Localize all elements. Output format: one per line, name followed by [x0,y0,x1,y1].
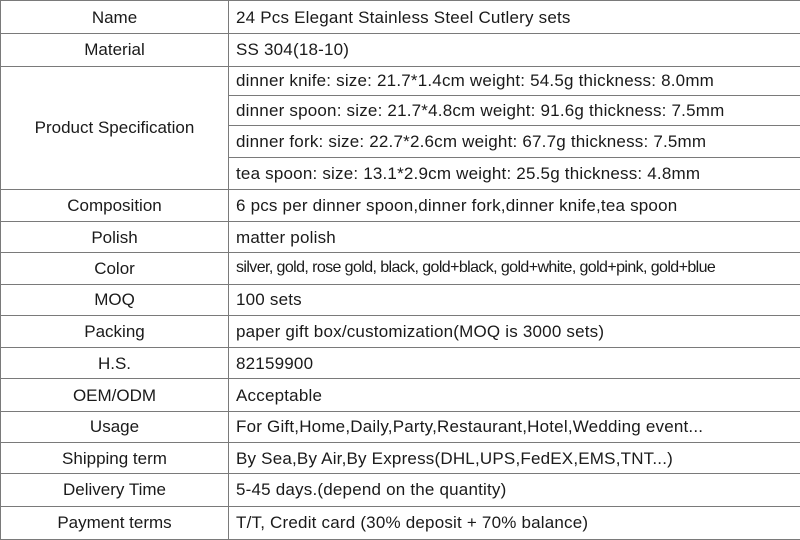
row-value: SS 304(18-10) [229,34,800,66]
table-row-spec-knife [1,66,800,95]
table-row-oem-odm [1,379,800,411]
row-label: Material [1,34,229,66]
row-value: By Sea,By Air,By Express(DHL,UPS,FedEX,EMS,TNT...) [229,443,800,474]
table-row-packing [1,315,800,347]
row-value: 100 sets [229,284,800,315]
table-row-polish [1,222,800,253]
row-label: Color [1,253,229,284]
spec-item: tea spoon: size: 13.1*2.9cm weight: 25.5g thickness: 4.8mm [229,158,800,189]
row-value: Acceptable [229,379,800,411]
row-value: For Gift,Home,Daily,Party,Restaurant,Hotel,Wedding event... [229,411,800,442]
row-label: Composition [1,189,229,221]
spec-item: dinner fork: size: 22.7*2.6cm weight: 67.7g thickness: 7.5mm [229,126,800,158]
row-label: OEM/ODM [1,379,229,411]
row-label: Payment terms [1,506,229,539]
row-label: Product Specification [1,66,229,189]
table-row-material [1,34,800,66]
table-row-moq [1,284,800,315]
row-label: MOQ [1,284,229,315]
table-row-hs [1,348,800,379]
spec-item: dinner spoon: size: 21.7*4.8cm weight: 91.6g thickness: 7.5mm [229,95,800,125]
row-label: Polish [1,222,229,253]
row-value: 5-45 days.(depend on the quantity) [229,474,800,506]
row-value: 6 pcs per dinner spoon,dinner fork,dinner knife,tea spoon [229,189,800,221]
row-label: Packing [1,315,229,347]
table-row-name [1,1,800,34]
row-value: 82159900 [229,348,800,379]
table-row-shipping-term [1,443,800,474]
row-value: 24 Pcs Elegant Stainless Steel Cutlery sets [229,1,800,34]
table-row-usage [1,411,800,442]
row-value: silver, gold, rose gold, black, gold+black, gold+white, gold+pink, gold+blue [229,253,800,284]
row-label: Delivery Time [1,474,229,506]
row-label: Name [1,1,229,34]
table-row-delivery-time [1,474,800,506]
row-value: T/T, Credit card (30% deposit + 70% balance) [229,506,800,539]
table-row-payment-terms [1,506,800,539]
row-value: matter polish [229,222,800,253]
row-label: H.S. [1,348,229,379]
row-label: Usage [1,411,229,442]
table-row-composition [1,189,800,221]
row-label: Shipping term [1,443,229,474]
spec-item: dinner knife: size: 21.7*1.4cm weight: 54.5g thickness: 8.0mm [229,66,800,95]
table-row-color [1,253,800,284]
row-value: paper gift box/customization(MOQ is 3000 sets) [229,315,800,347]
